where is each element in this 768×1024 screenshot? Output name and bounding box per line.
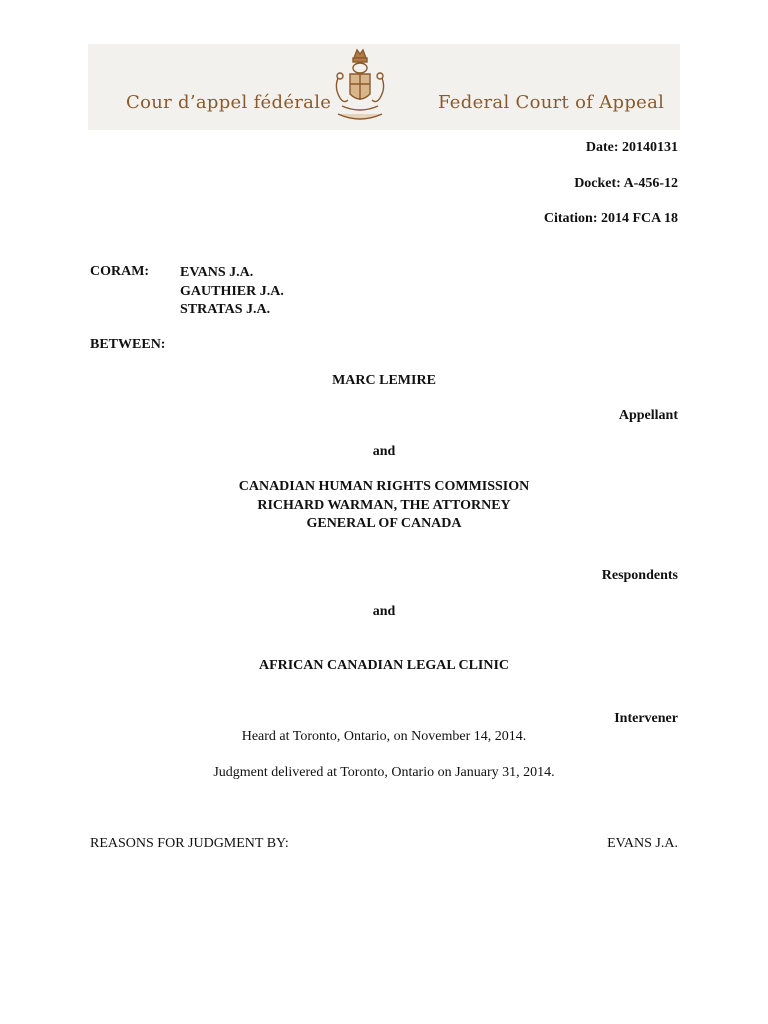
- respondent-line: RICHARD WARMAN, THE ATTORNEY: [257, 497, 511, 513]
- respondent-line: CANADIAN HUMAN RIGHTS COMMISSION: [238, 479, 530, 494]
- reasons-author: EVANS J.A.: [607, 836, 678, 851]
- citation: Citation: 2014 FCA 18: [543, 211, 678, 226]
- coat-of-arms-icon: [328, 44, 392, 132]
- judge-name: STRATAS J.A.: [180, 302, 271, 317]
- docket-number: Docket: A-456-12: [574, 176, 678, 191]
- respondents-names: [0, 478, 768, 534]
- reasons-label: REASONS FOR JUDGMENT BY:: [90, 836, 289, 851]
- respondents-role: Respondents: [601, 568, 678, 583]
- hearing-statement: Heard at Toronto, Ontario, on November 14, 2014.: [241, 729, 527, 744]
- and-separator: and: [372, 444, 396, 459]
- intervener-name: AFRICAN CANADIAN LEGAL CLINIC: [258, 658, 510, 673]
- coram-label: CORAM:: [90, 264, 150, 279]
- and-separator: and: [372, 604, 396, 619]
- court-name-english: Federal Court of Appeal: [438, 92, 665, 113]
- respondent-line: GENERAL OF CANADA: [306, 516, 462, 531]
- between-label: BETWEEN:: [90, 337, 166, 352]
- judgment-delivered-statement: Judgment delivered at Toronto, Ontario on January 31, 2014.: [213, 765, 555, 780]
- coram-judges: [180, 264, 284, 320]
- court-name-french: Cour d’appel fédérale: [126, 92, 332, 113]
- appellant-role: Appellant: [618, 408, 678, 423]
- document-date: Date: 20140131: [585, 140, 678, 155]
- judge-name: GAUTHIER J.A.: [180, 283, 284, 299]
- intervener-role: Intervener: [614, 711, 678, 726]
- appellant-name: MARC LEMIRE: [332, 373, 436, 388]
- judge-name: EVANS J.A.: [180, 265, 254, 280]
